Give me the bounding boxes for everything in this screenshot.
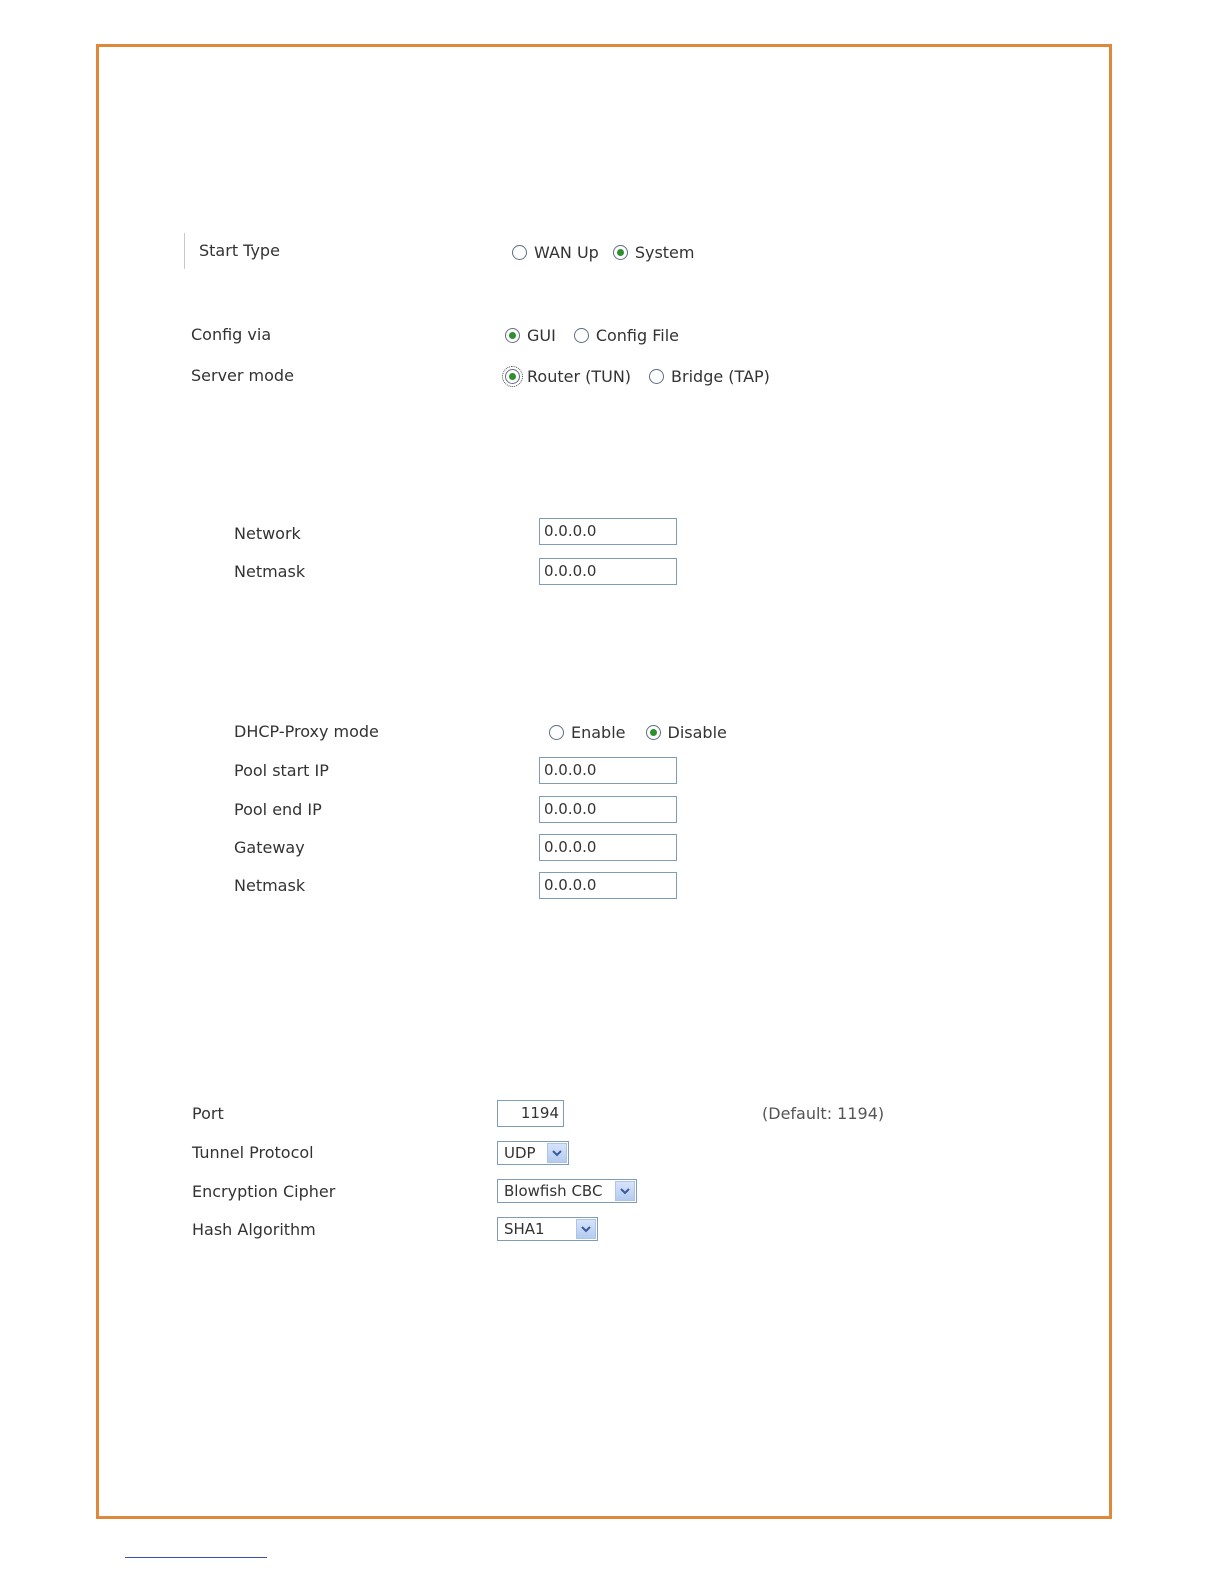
gateway-label: Gateway	[234, 838, 305, 857]
config-via-gui-radio[interactable]	[505, 328, 520, 343]
footer-divider	[125, 1557, 267, 1558]
config-via-gui-label: GUI	[527, 325, 556, 345]
server-mode-bridge-option[interactable]	[649, 367, 770, 386]
chevron-down-icon[interactable]	[576, 1219, 596, 1239]
encryption-cipher-select[interactable]	[497, 1179, 637, 1203]
pool-end-input[interactable]: 0.0.0.0	[539, 796, 677, 823]
hash-algorithm-value: SHA1	[504, 1220, 545, 1238]
config-via-file-label: Config File	[595, 325, 680, 345]
dhcp-netmask-label: Netmask	[234, 876, 306, 895]
network-label: Network	[234, 524, 301, 543]
gateway-input[interactable]: 0.0.0.0	[539, 834, 677, 861]
port-label: Port	[192, 1104, 224, 1123]
dhcp-proxy-disable-label: Disable	[667, 722, 727, 742]
start-type-wan-up-label: WAN Up	[534, 242, 599, 262]
server-mode-router-label: Router (TUN)	[527, 366, 632, 386]
dhcp-netmask-input[interactable]: 0.0.0.0	[539, 872, 677, 899]
start-type-system-radio[interactable]	[613, 245, 628, 260]
pool-start-input[interactable]: 0.0.0.0	[539, 757, 677, 784]
netmask-input[interactable]: 0.0.0.0	[539, 558, 677, 585]
dhcp-proxy-enable-option[interactable]	[549, 723, 626, 742]
config-via-label: Config via	[191, 325, 272, 344]
chevron-down-icon[interactable]	[547, 1143, 567, 1163]
tunnel-protocol-select[interactable]	[497, 1141, 569, 1165]
server-mode-label: Server mode	[191, 366, 294, 385]
dhcp-proxy-enable-radio[interactable]	[549, 725, 564, 740]
server-mode-bridge-label: Bridge (TAP)	[671, 366, 770, 386]
encryption-cipher-value: Blowfish CBC	[504, 1182, 603, 1200]
config-via-file-option[interactable]	[574, 326, 679, 345]
dhcp-proxy-enable-label: Enable	[571, 722, 626, 742]
port-default-hint: (Default: 1194)	[762, 1104, 885, 1123]
start-type-wan-up-radio[interactable]	[512, 245, 527, 260]
row-divider	[184, 233, 185, 269]
network-input[interactable]: 0.0.0.0	[539, 518, 677, 545]
dhcp-proxy-disable-option[interactable]	[646, 723, 727, 742]
config-via-file-radio[interactable]	[574, 328, 589, 343]
server-mode-router-radio[interactable]	[505, 369, 520, 384]
start-type-system-label: System	[634, 242, 695, 262]
dhcp-proxy-disable-radio[interactable]	[646, 725, 661, 740]
dhcp-proxy-label: DHCP-Proxy mode	[234, 722, 379, 741]
start-type-label: Start Type	[199, 241, 280, 260]
chevron-down-icon[interactable]	[615, 1181, 635, 1201]
tunnel-protocol-value: UDP	[504, 1144, 536, 1162]
config-via-gui-option[interactable]	[505, 326, 556, 345]
pool-end-label: Pool end IP	[234, 800, 322, 819]
server-mode-router-option[interactable]	[505, 367, 631, 386]
hash-algorithm-label: Hash Algorithm	[192, 1220, 316, 1239]
server-mode-bridge-radio[interactable]	[649, 369, 664, 384]
start-type-wan-up-option[interactable]	[512, 243, 599, 262]
config-via-radio-group	[505, 324, 695, 346]
tunnel-protocol-label: Tunnel Protocol	[192, 1143, 314, 1162]
hash-algorithm-select[interactable]	[497, 1217, 598, 1241]
dhcp-proxy-radio-group	[549, 721, 743, 743]
start-type-radio-group	[512, 241, 710, 263]
netmask-label: Netmask	[234, 562, 306, 581]
port-input[interactable]: 1194	[497, 1100, 564, 1127]
pool-start-label: Pool start IP	[234, 761, 329, 780]
server-mode-radio-group	[505, 365, 786, 387]
start-type-system-option[interactable]	[613, 243, 695, 262]
encryption-cipher-label: Encryption Cipher	[192, 1182, 336, 1201]
